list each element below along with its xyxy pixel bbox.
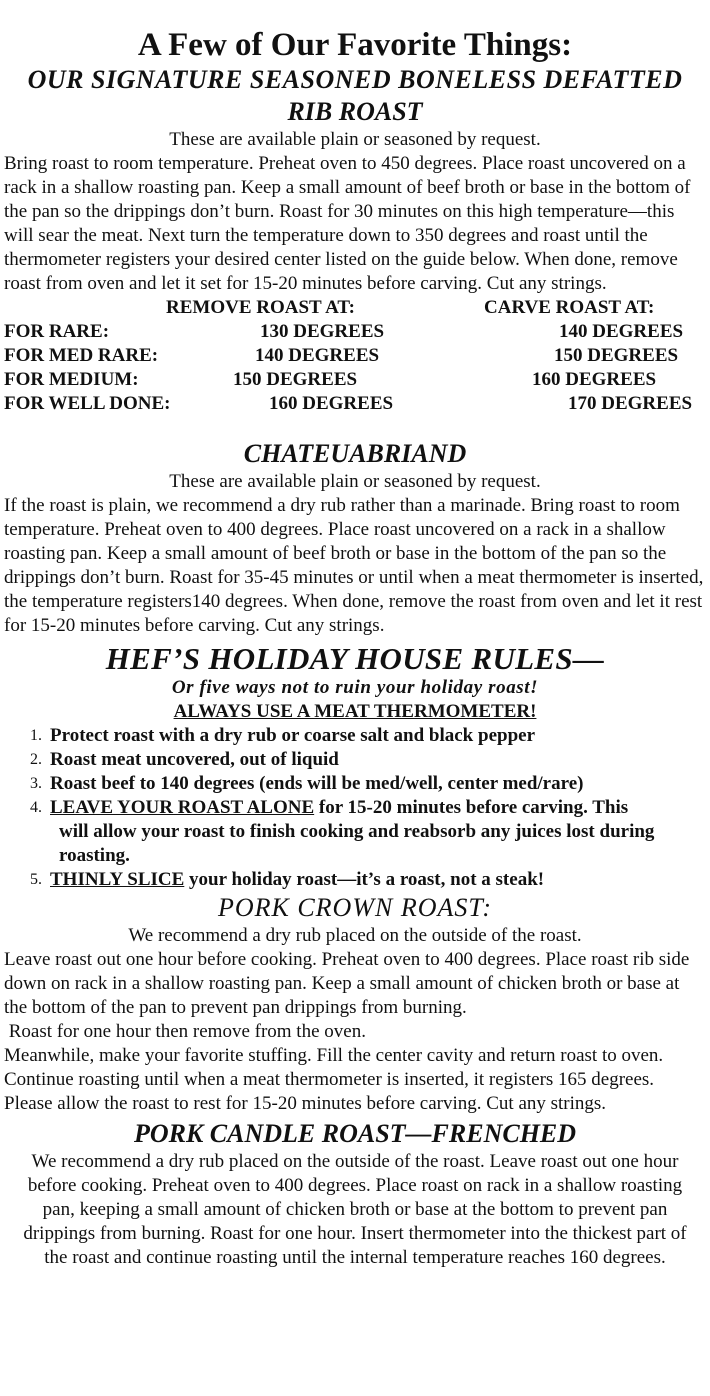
pork-crown-para2: Meanwhile, make your favorite stuffing. Fill the center cavity and return roast to oven. Continue roasting until when a meat thermometer is inserted, it registers 165 degrees. Please allow the roast to rest for 15-20 minutes before carving. Cut any strings. — [4, 1045, 664, 1114]
rib-roast-title-line2: RIB ROAST — [287, 97, 423, 126]
house-rules-subtitle: Or five ways not to ruin your holiday roast! — [171, 677, 539, 698]
pork-crown-title: PORK CROWN ROAST: — [217, 893, 493, 922]
remove-roast-header: REMOVE ROAST AT: — [166, 297, 355, 318]
carve-temp: 150 DEGREES — [554, 345, 679, 366]
pork-candle-section — [4, 1118, 706, 1270]
rule-number: 2. — [30, 751, 42, 768]
remove-temp: 150 DEGREES — [233, 369, 358, 390]
carve-roast-header: CARVE ROAST AT: — [484, 297, 655, 318]
rule-item — [30, 724, 706, 748]
rule-text: Roast meat uncovered, out of liquid — [50, 749, 339, 770]
rule-number: 5. — [30, 871, 42, 888]
carve-temp: 160 DEGREES — [532, 369, 657, 390]
remove-temp: 130 DEGREES — [260, 321, 385, 342]
carve-temp: 140 DEGREES — [559, 321, 684, 342]
pork-crown-section — [4, 892, 706, 1116]
pork-crown-para1b: Roast for one hour then remove from the oven. — [4, 1021, 366, 1042]
rule-item — [30, 868, 706, 892]
pork-candle-instructions: We recommend a dry rub placed on the outside of the roast. Leave roast out one hour before cooking. Preheat oven to 400 degrees. Place roast on rack in a shallow roasting pan, keeping a small amount of chicken broth or base at the bottom to prevent pan drippings from burning. Roast for one hour. Insert thermometer into the thickest part of the roast and continue roasting until the internal temperature reaches 160 degrees. — [23, 1151, 687, 1268]
rule-item — [30, 796, 706, 868]
house-rules-list — [4, 724, 706, 892]
temperature-table — [4, 296, 706, 416]
rule-text: Protect roast with a dry rub or coarse salt and black pepper — [50, 725, 536, 746]
rib-roast-availability: These are available plain or seasoned by request. — [169, 129, 541, 150]
chateaubriand-section — [4, 438, 706, 638]
rule-text: for 15-20 minutes before carving. This — [314, 797, 629, 818]
rule-emphasis: THINLY SLICE — [50, 869, 185, 890]
doneness-label: FOR MEDIUM: — [4, 369, 139, 390]
rule-emphasis: LEAVE YOUR ROAST ALONE — [50, 797, 315, 818]
doneness-label: FOR MED RARE: — [4, 345, 159, 366]
house-rules-title: HEF’S HOLIDAY HOUSE RULES— — [105, 641, 605, 676]
pork-candle-title: PORK CANDLE ROAST—FRENCHED — [133, 1119, 577, 1148]
house-rules-section — [4, 642, 706, 892]
doneness-label: FOR RARE: — [4, 321, 110, 342]
rule-text: Roast beef to 140 degrees (ends will be med/well, center med/rare) — [50, 773, 584, 794]
rib-roast-section — [4, 64, 706, 416]
chateaubriand-title: CHATEUABRIAND — [243, 439, 467, 468]
rib-roast-instructions: Bring roast to room temperature. Preheat oven to 450 degrees. Place roast uncovered on a rack in a shallow roasting pan. Keep a small amount of beef broth or base in the bottom of the pan so the drippings don’t burn. Roast for 30 minutes on this high temperature—this will sear the meat. Next turn the temperature down to 350 degrees and roast until the thermometer registers your desired center listed on the guide below. When done, remove roast from oven and let it set for 15-20 minutes before carving. Cut any strings. — [4, 153, 691, 294]
section-spacer — [4, 416, 706, 438]
page-title: A Few of Our Favorite Things: — [137, 27, 573, 63]
pork-crown-para1: Leave roast out one hour before cooking. Preheat oven to 400 degrees. Place roast rib side down on rack in a shallow roasting pan. Keep a small amount of chicken broth or base at the bottom of the pan to prevent pan drippings from burning. — [4, 949, 690, 1018]
chateaubriand-availability: These are available plain or seasoned by request. — [169, 471, 541, 492]
rule-number: 4. — [30, 799, 42, 816]
temperature-row — [4, 344, 706, 368]
temperature-table-header — [4, 296, 706, 320]
temperature-row — [4, 368, 706, 392]
chateaubriand-instructions: If the roast is plain, we recommend a dry rub rather than a marinade. Bring roast to room temperature. Preheat oven to 400 degrees. Place roast uncovered on a rack in a shallow roasting pan. Keep a small amount of beef broth or base in the bottom of the pan so the drippings don’t burn. Roast for 35-45 minutes or until when a meat thermometer is inserted, the temperature registers140 degrees. When done, remove the roast from oven and let it rest for 15-20 minutes before carving. Cut any strings. — [4, 495, 704, 636]
recipe-sheet — [0, 26, 710, 1270]
rule-item — [30, 748, 706, 772]
rule-number: 3. — [30, 775, 42, 792]
temperature-row — [4, 320, 706, 344]
rib-roast-title-line1: OUR SIGNATURE SEASONED BONELESS DEFATTED — [27, 65, 683, 94]
rule-text-continued: will allow your roast to finish cooking and reabsorb any juices lost during roasting. — [59, 821, 655, 866]
pork-crown-recommend: We recommend a dry rub placed on the outside of the roast. — [128, 925, 582, 946]
temperature-row — [4, 392, 706, 416]
house-rules-always: ALWAYS USE A MEAT THERMOMETER! — [173, 701, 537, 722]
rule-text: your holiday roast—it’s a roast, not a steak! — [184, 869, 545, 890]
rule-number: 1. — [30, 727, 42, 744]
doneness-label: FOR WELL DONE: — [4, 393, 171, 414]
remove-temp: 140 DEGREES — [255, 345, 380, 366]
carve-temp: 170 DEGREES — [568, 393, 693, 414]
rule-item — [30, 772, 706, 796]
remove-temp: 160 DEGREES — [269, 393, 394, 414]
